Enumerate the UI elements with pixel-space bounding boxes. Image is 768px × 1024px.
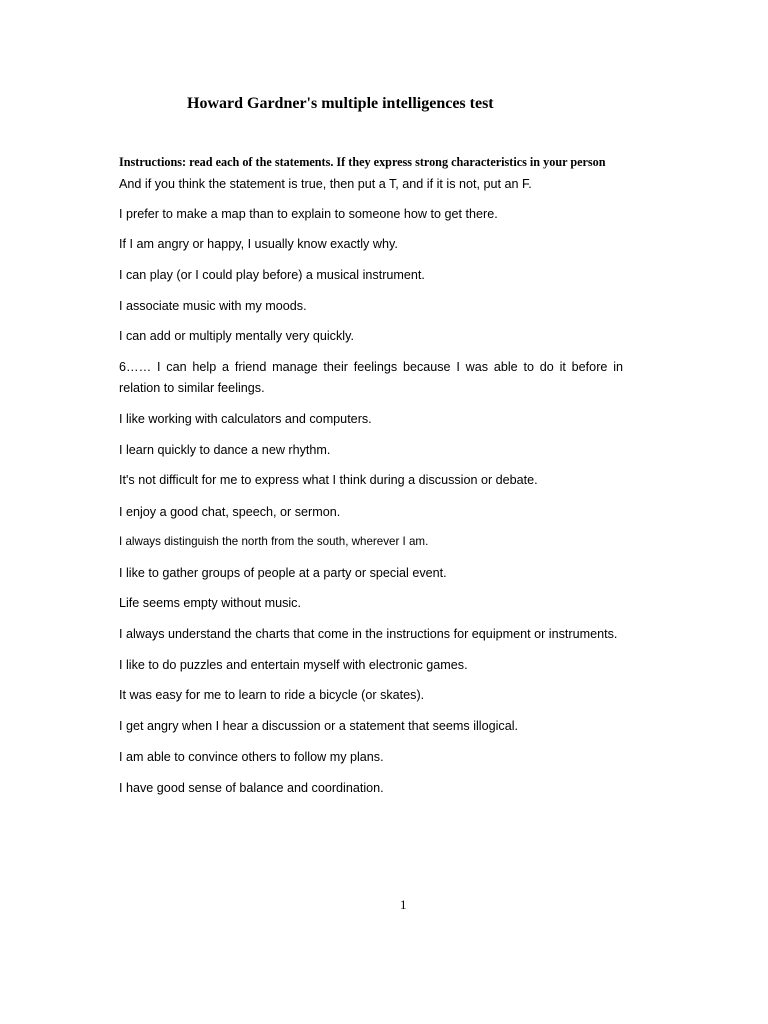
statement-14: I always understand the charts that come in the instructions for equipment or instruments. (119, 627, 618, 641)
statement-13: Life seems empty without music. (119, 596, 301, 610)
statement-10: I enjoy a good chat, speech, or sermon. (119, 505, 341, 519)
statement-5: I can add or multiply mentally very quickly. (119, 329, 354, 343)
statement-17: I get angry when I hear a discussion or a statement that seems illogical. (119, 719, 519, 733)
statement-15: I like to do puzzles and entertain myself with electronic games. (119, 658, 468, 672)
statement-11: I always distinguish the north from the south, wherever I am. (119, 535, 429, 548)
statement-18: I am able to convince others to follow my plans. (119, 750, 384, 764)
statement-8: I learn quickly to dance a new rhythm. (119, 443, 331, 457)
statement-16: It was easy for me to learn to ride a bicycle (or skates). (119, 688, 425, 702)
statement-1: I prefer to make a map than to explain to someone how to get there. (119, 207, 498, 221)
statement-6: 6…… I can help a friend manage their feelings because I was able to do it before in relation to similar feelings. (119, 360, 623, 395)
statement-9: It's not difficult for me to express what I think during a discussion or debate. (119, 473, 538, 487)
page-number: 1 (400, 897, 407, 912)
instructions-continued-text: And if you think the statement is true, then put a T, and if it is not, put an F. (119, 177, 532, 191)
statement-19: I have good sense of balance and coordination. (119, 781, 384, 795)
statement-3: I can play (or I could play before) a musical instrument. (119, 268, 425, 282)
instructions-text: Instructions: read each of the statements. If they express strong characteristics in your person (119, 155, 606, 169)
statement-12: I like to gather groups of people at a party or special event. (119, 566, 447, 580)
statement-2: If I am angry or happy, I usually know exactly why. (119, 237, 398, 251)
statement-7: I like working with calculators and computers. (119, 412, 372, 426)
statement-4: I associate music with my moods. (119, 299, 307, 313)
document-title: Howard Gardner's multiple intelligences test (187, 95, 494, 112)
